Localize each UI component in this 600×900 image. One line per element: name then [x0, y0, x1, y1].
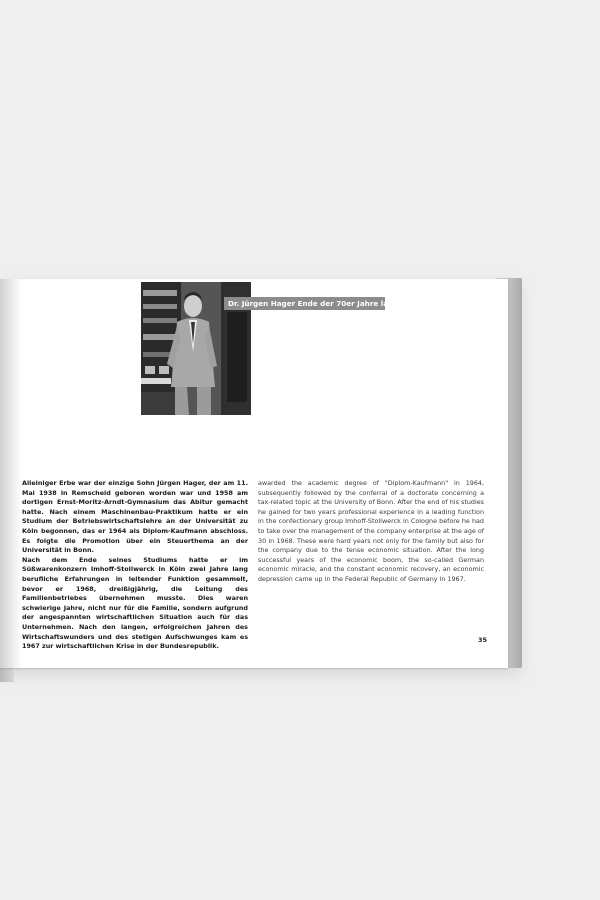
german-paragraph: Nach dem Ende seines Studiums hatte er im Süßwarenkonzern Imhoff-Stollwerck in Köln zwei Jahre lang berufliche Erfahrungen in leitender Funktion gesammelt, bevor er 1968, dreißigjährig, die Leitung des Familienbetriebes übernehmen musste. Dies waren schwierige Jahre, nicht nur für die Familie, sondern aufgrund der angespannten wirtschaftlichen Situation auch für das Unternehmen. Nach den langen, erfolgreichen Jahren des Wirtschaftswunders und des stetigen Aufschwunges kam es 1967 zur wirtschaftlichen Krise in der Bundesrepublik.	[22, 555, 248, 651]
photo-caption: Dr. Jürgen Hager Ende der 70er Jahre late 70th	[224, 297, 385, 310]
page-number: 35	[478, 636, 488, 644]
german-paragraph: Alleiniger Erbe war der einzige Sohn Jürgen Hager, der am 11. Mai 1938 in Remscheid geboren worden war und 1958 am dortigen Ernst-Moritz-Arndt-Gymnasium das Abitur gemacht hatte. Nach einem Maschinenbau-Praktikum hatte er ein Studium der Betriebswirtschaftslehre an der Universität zu Köln begonnen, das er 1964 als Diplom-Kaufmann abschloss. Es folgte die Promotion über ein Steuerthema an der Universität in Bonn.	[22, 479, 248, 555]
english-text-column	[258, 479, 484, 585]
book-page	[0, 279, 508, 668]
page-fold-shadow	[0, 279, 22, 668]
german-text-column	[22, 479, 248, 652]
english-paragraph: awarded the academic degree of "Diplom-Kaufmann" in 1964, subsequently followed by the conferral of a doctorate concerning a tax-related topic at the University of Bonn. After the end of his studies he gained for two years professional experience in a leading function in the confectionary group Imhoff-Stollwerck in Cologne before he had to take over the management of the company enterprise at the age of 30 in 1968. These were hard years not only for the family but also for the company due to the tense economic situation. After the long successful years of the economic boom, the so-called German economic miracle, and the constant economic recovery, an economic depression came up in the Federal Republic of Germany in 1967.	[258, 479, 485, 583]
